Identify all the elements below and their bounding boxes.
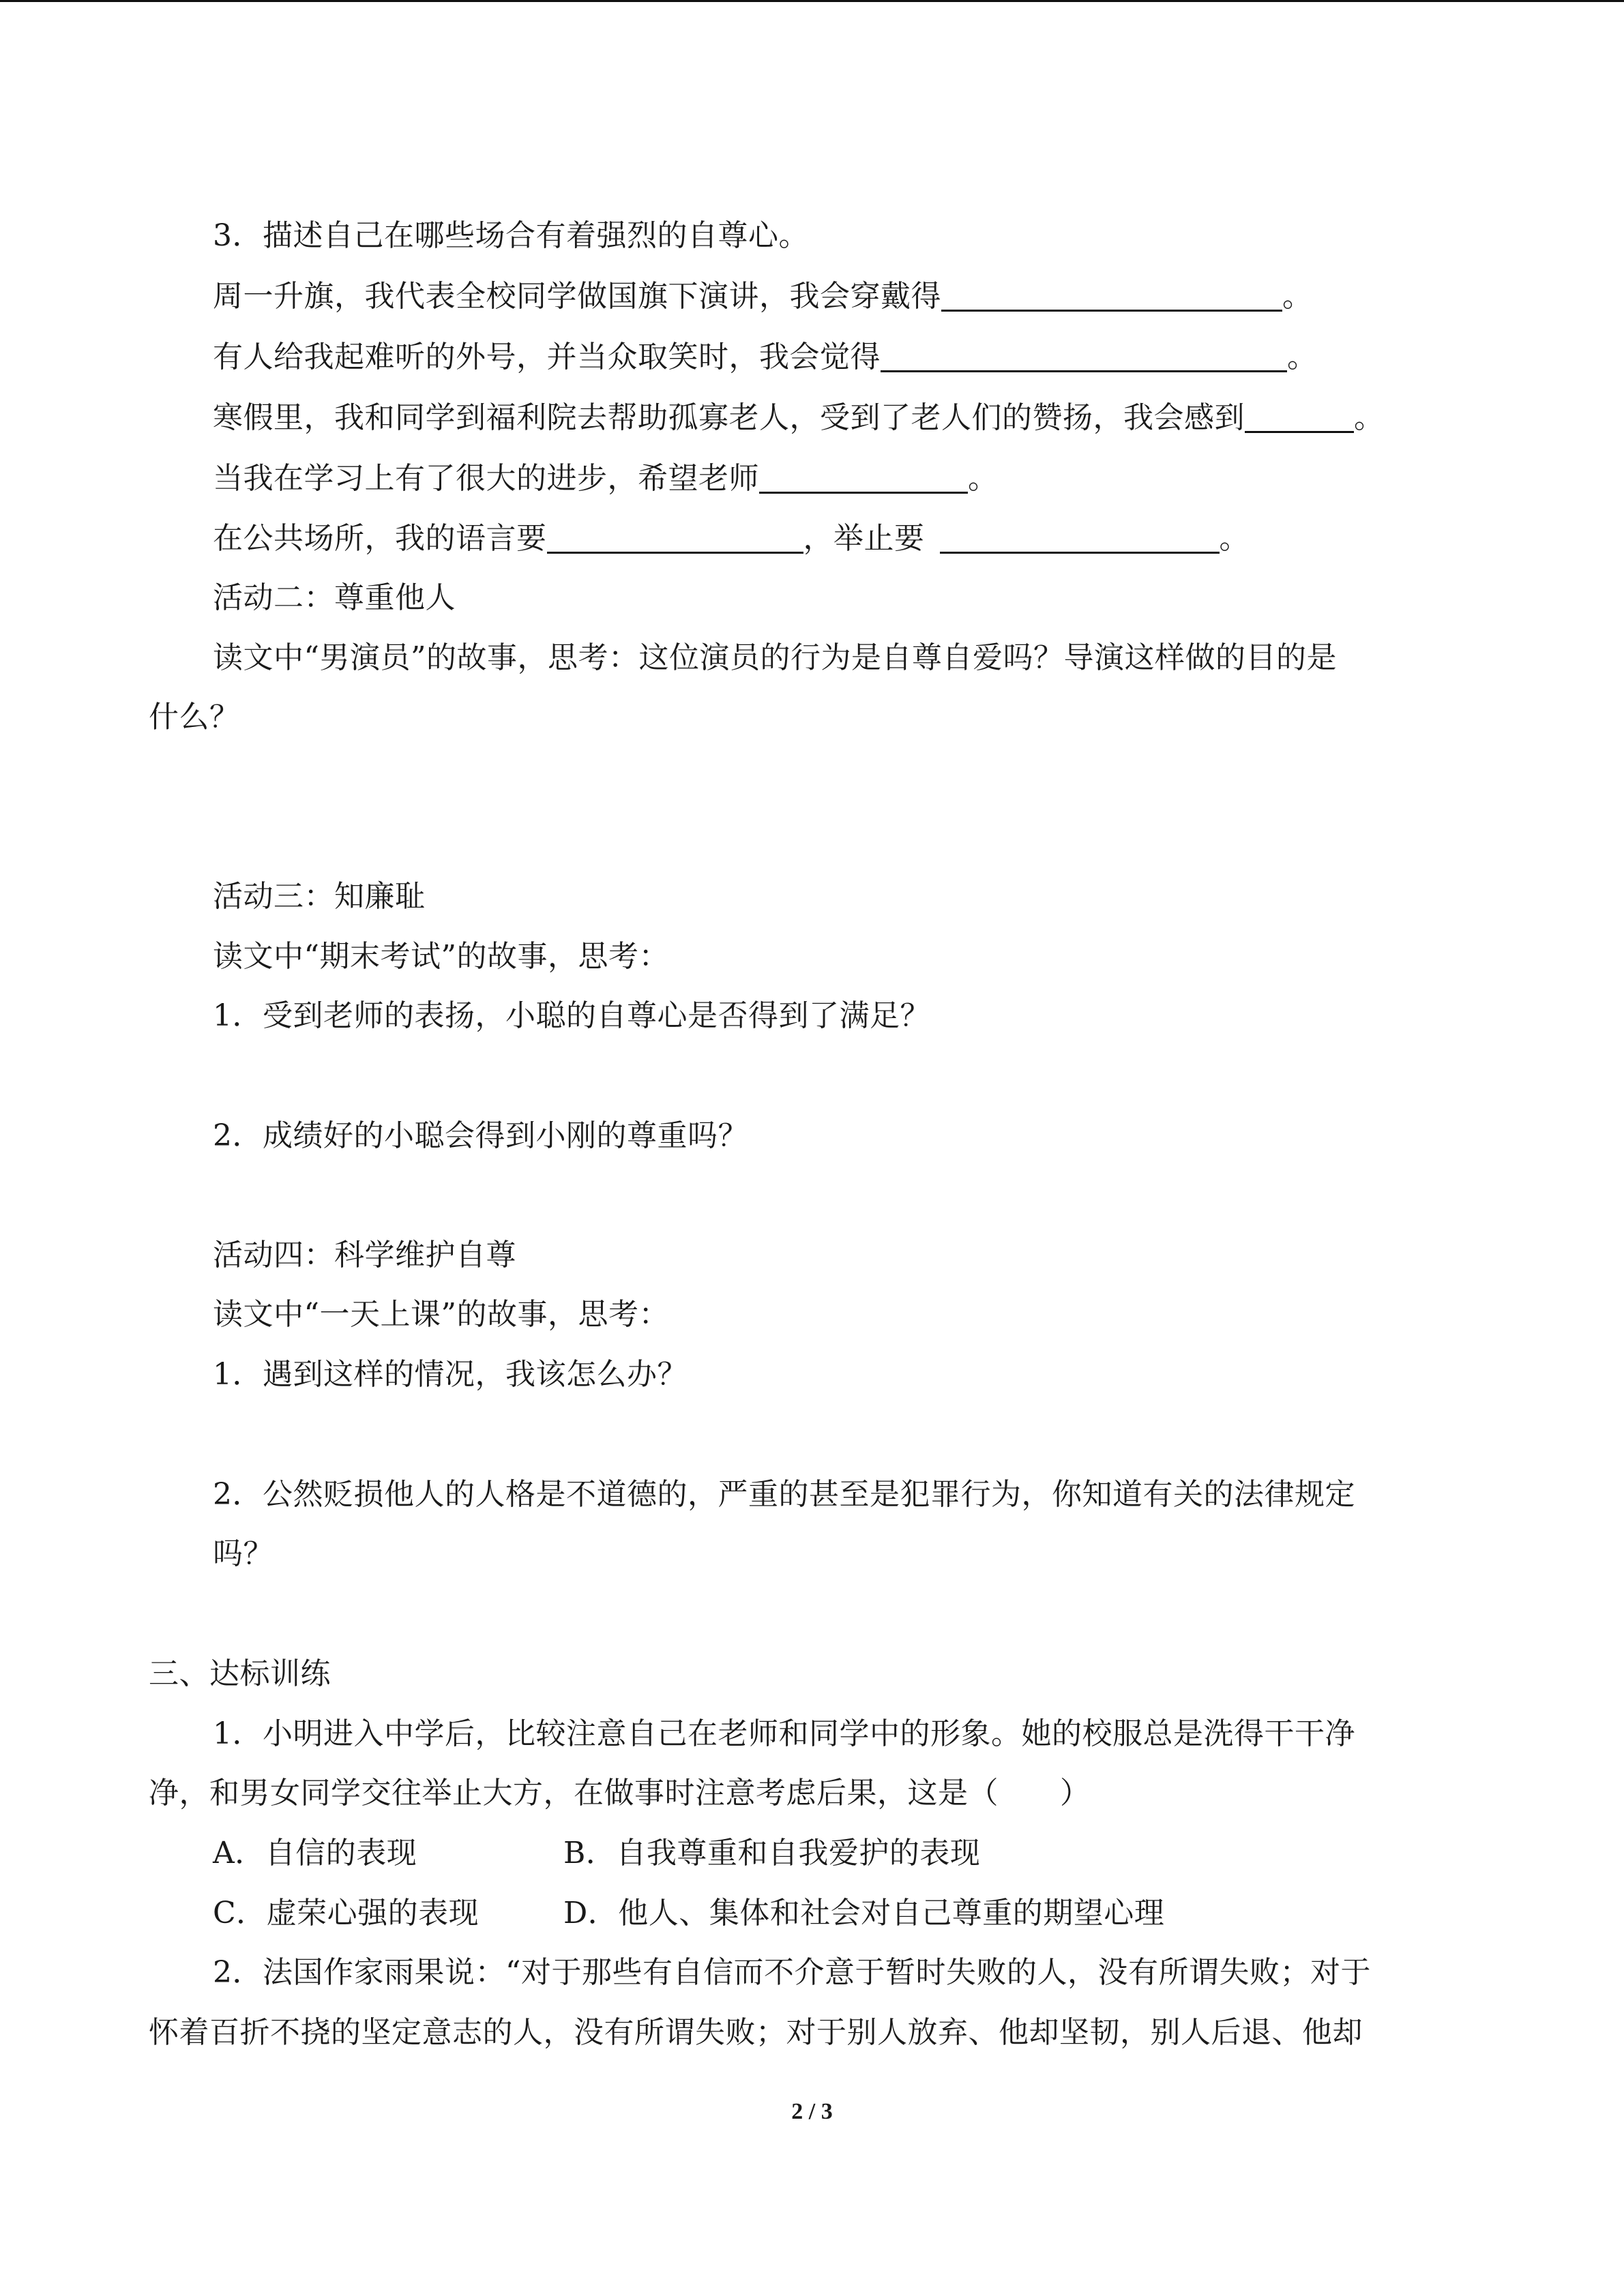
exercise-2-line-1: 2．法国作家雨果说：“对于那些有自信而不介意于暂时失败的人，没有所谓失败；对于 [213,1955,1371,1990]
fill-in-2-text: 有人给我起难听的外号，并当众取笑时，我会觉得 [213,340,881,374]
exercise-1-option-c[interactable]: C．虚荣心强的表现 [213,1896,479,1930]
fill-in-5-end: 。 [1219,521,1250,556]
fill-in-1-text: 周一升旗，我代表全校同学做国旗下演讲，我会穿戴得 [213,279,941,314]
fill-in-line-4 [213,458,999,499]
activity-4-intro: 读文中“一天上课”的故事，思考： [213,1297,669,1332]
fill-in-line-3 [213,398,1385,438]
activity-4-question-1: 1．遇到这样的情况，我该怎么办？ [213,1357,688,1392]
activity-3-title: 活动三：知廉耻 [213,879,426,914]
exercise-1-line-2 [149,1773,1091,1814]
exercise-1-line-1: 1．小明进入中学后，比较注意自己在老师和同学中的形象。她的校服总是洗得干干净 [213,1716,1355,1751]
exercise-1-option-d[interactable]: D．他人、集体和社会对自己尊重的期望心理 [563,1896,1165,1930]
fill-in-line-2 [213,337,1318,378]
section-3-title: 三、达标训练 [149,1656,331,1691]
blank-4[interactable] [759,462,968,494]
exercise-1-option-b[interactable]: B．自我尊重和自我爱护的表现 [563,1836,981,1870]
blank-5b[interactable] [940,522,1220,554]
fill-in-1-end: 。 [1282,279,1313,314]
question-3-title: 3．描述自己在哪些场合有着强烈的自尊心。 [213,218,809,253]
activity-2-question: 读文中“男演员”的故事，思考：这位演员的行为是自尊自爱吗？导演这样做的目的是 [213,640,1337,675]
exercise-1-stem-end: 净，和男女同学交往举止大方，在做事时注意考虑后果，这是（ [149,1776,999,1810]
blank-1[interactable] [941,280,1282,312]
fill-in-5-mid: ，举止要 [803,521,925,556]
fill-in-4-text: 当我在学习上有了很大的进步，希望老师 [213,461,759,496]
blank-2[interactable] [881,340,1287,372]
fill-in-3-text: 寒假里，我和同学到福利院去帮助孤寡老人，受到了老人们的赞扬，我会感到 [213,400,1245,435]
fill-in-5-text: 在公共场所，我的语言要 [213,521,547,556]
activity-3-question-1: 1．受到老师的表扬，小聪的自尊心是否得到了满足？ [213,998,930,1033]
fill-in-line-5 [213,518,1250,559]
activity-2-question-cont: 什么？ [149,700,240,734]
exercise-2-line-2: 怀着百折不挠的坚定意志的人，没有所谓失败；对于别人放弃、他却坚韧，别人后退、他却 [149,2015,1363,2050]
fill-in-3-end: 。 [1354,400,1385,435]
activity-2-title: 活动二：尊重他人 [213,580,456,615]
fill-in-2-end: 。 [1287,340,1318,374]
blank-5a[interactable] [547,522,803,554]
blank-3[interactable] [1245,401,1354,433]
activity-4-question-2: 2．公然贬损他人的人格是不道德的，严重的甚至是犯罪行为，你知道有关的法律规定 [213,1477,1355,1512]
activity-4-question-2-cont: 吗？ [213,1536,274,1571]
activity-3-question-2: 2．成绩好的小聪会得到小刚的尊重吗？ [213,1118,748,1153]
activity-4-title: 活动四：科学维护自尊 [213,1238,516,1272]
fill-in-line-1 [213,276,1313,317]
fill-in-4-end: 。 [968,461,999,496]
exercise-1-option-a[interactable]: A．自信的表现 [213,1836,417,1870]
exercise-1-paren-close: ） [1060,1776,1091,1810]
activity-3-intro: 读文中“期末考试”的故事，思考： [213,939,669,974]
page-number: 2 / 3 [791,2099,833,2124]
